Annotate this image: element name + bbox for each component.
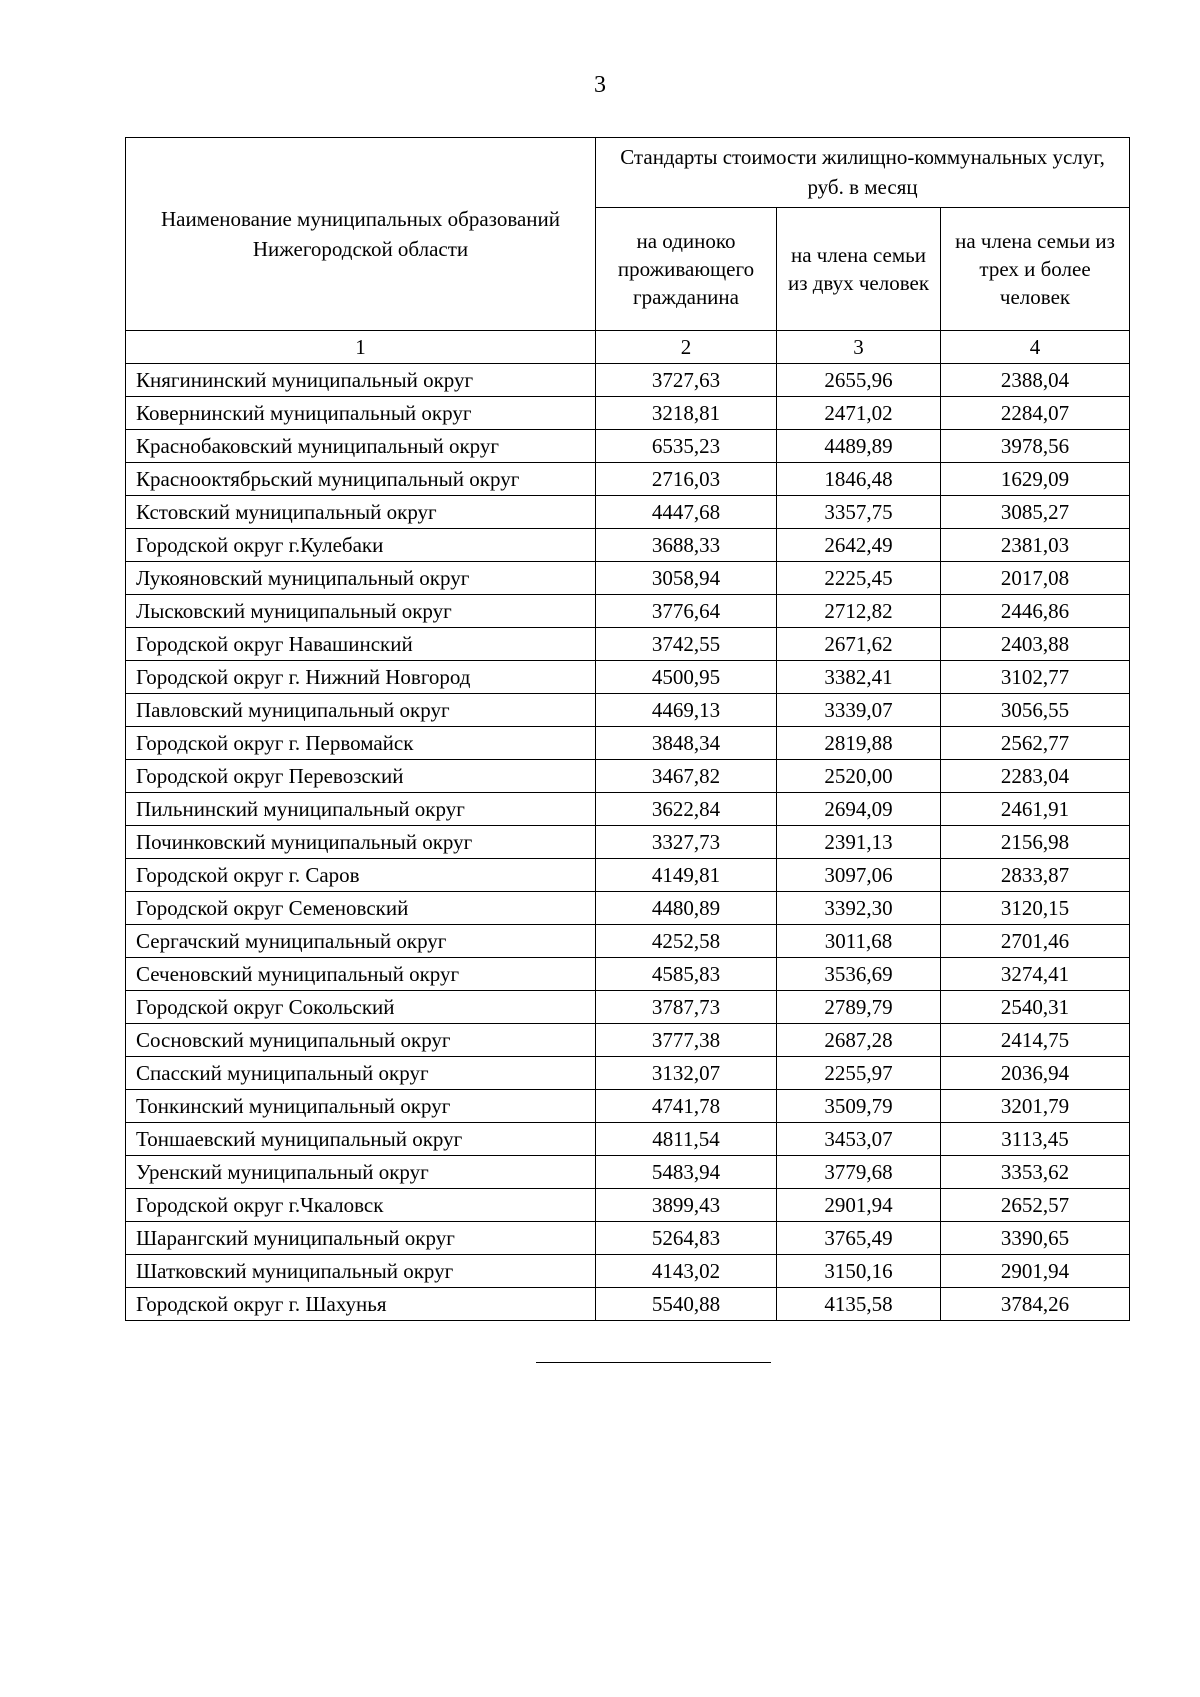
two-person-cost-cell: 2687,28: [777, 1024, 941, 1057]
table-row: [126, 826, 1130, 859]
municipality-name-cell: Городской округ г. Первомайск: [126, 727, 596, 760]
three-plus-cost-cell: 2017,08: [941, 562, 1130, 595]
two-person-cost-cell: 3392,30: [777, 892, 941, 925]
municipality-name-cell: Сергачский муниципальный округ: [126, 925, 596, 958]
three-plus-cost-cell: 1629,09: [941, 463, 1130, 496]
single-resident-cost-cell: 4469,13: [596, 694, 777, 727]
single-resident-cost-cell: 3218,81: [596, 397, 777, 430]
table-row: [126, 562, 1130, 595]
two-person-cost-cell: 2712,82: [777, 595, 941, 628]
single-resident-cost-cell: 3776,64: [596, 595, 777, 628]
single-resident-cost-cell: 2716,03: [596, 463, 777, 496]
table-row: [126, 1057, 1130, 1090]
single-resident-cost-cell: 5264,83: [596, 1222, 777, 1255]
table-row: [126, 661, 1130, 694]
three-plus-cost-cell: 2381,03: [941, 529, 1130, 562]
single-resident-cost-cell: 3727,63: [596, 364, 777, 397]
table-row: [126, 1024, 1130, 1057]
three-plus-cost-cell: 2156,98: [941, 826, 1130, 859]
table-row: [126, 364, 1130, 397]
table-row: [126, 595, 1130, 628]
table-row: [126, 925, 1130, 958]
column-number: 1: [126, 331, 596, 364]
two-person-cost-cell: 2789,79: [777, 991, 941, 1024]
three-plus-cost-cell: 3784,26: [941, 1288, 1130, 1321]
three-plus-cost-cell: 2036,94: [941, 1057, 1130, 1090]
municipality-name-cell: Городской округ г.Кулебаки: [126, 529, 596, 562]
two-person-cost-cell: 3382,41: [777, 661, 941, 694]
table-row: [126, 1090, 1130, 1123]
municipality-name-cell: Шарангский муниципальный округ: [126, 1222, 596, 1255]
three-plus-cost-cell: 2284,07: [941, 397, 1130, 430]
three-plus-cost-cell: 2701,46: [941, 925, 1130, 958]
table-row: [126, 1189, 1130, 1222]
two-person-cost-cell: 3357,75: [777, 496, 941, 529]
municipality-name-cell: Городской округ Семеновский: [126, 892, 596, 925]
three-plus-cost-cell: 3120,15: [941, 892, 1130, 925]
two-person-cost-cell: 4135,58: [777, 1288, 941, 1321]
municipality-name-cell: Уренский муниципальный округ: [126, 1156, 596, 1189]
single-resident-cost-cell: 5483,94: [596, 1156, 777, 1189]
two-person-cost-cell: 3011,68: [777, 925, 941, 958]
three-plus-cost-cell: 3056,55: [941, 694, 1130, 727]
three-plus-cost-cell: 2901,94: [941, 1255, 1130, 1288]
table-row: [126, 1288, 1130, 1321]
municipality-name-cell: Городской округ г. Нижний Новгород: [126, 661, 596, 694]
housing-cost-standards-table: [125, 137, 1130, 1321]
municipality-name-cell: Городской округ г.Чкаловск: [126, 1189, 596, 1222]
two-person-cost-cell: 2901,94: [777, 1189, 941, 1222]
three-plus-cost-cell: 3085,27: [941, 496, 1130, 529]
municipality-name-cell: Лысковский муниципальный округ: [126, 595, 596, 628]
single-resident-cost-cell: 4143,02: [596, 1255, 777, 1288]
header-municipality-name: Наименование муниципальных образований Нижегородской области: [126, 138, 596, 331]
two-person-cost-cell: 2642,49: [777, 529, 941, 562]
two-person-cost-cell: 3536,69: [777, 958, 941, 991]
single-resident-cost-cell: 4811,54: [596, 1123, 777, 1156]
municipality-name-cell: Лукояновский муниципальный округ: [126, 562, 596, 595]
three-plus-cost-cell: 2540,31: [941, 991, 1130, 1024]
table-row: [126, 859, 1130, 892]
end-of-document-divider: [536, 1362, 771, 1363]
three-plus-cost-cell: 2652,57: [941, 1189, 1130, 1222]
single-resident-cost-cell: 3848,34: [596, 727, 777, 760]
single-resident-cost-cell: 4447,68: [596, 496, 777, 529]
single-resident-cost-cell: 3742,55: [596, 628, 777, 661]
header-two-person-family: на члена семьи из двух человек: [777, 207, 941, 330]
municipality-name-cell: Краснобаковский муниципальный округ: [126, 430, 596, 463]
municipality-name-cell: Ковернинский муниципальный округ: [126, 397, 596, 430]
single-resident-cost-cell: 4585,83: [596, 958, 777, 991]
single-resident-cost-cell: 4480,89: [596, 892, 777, 925]
two-person-cost-cell: 2520,00: [777, 760, 941, 793]
two-person-cost-cell: 3765,49: [777, 1222, 941, 1255]
table-row: [126, 463, 1130, 496]
two-person-cost-cell: 3150,16: [777, 1255, 941, 1288]
table-row: [126, 628, 1130, 661]
two-person-cost-cell: 2655,96: [777, 364, 941, 397]
two-person-cost-cell: 3779,68: [777, 1156, 941, 1189]
single-resident-cost-cell: 3058,94: [596, 562, 777, 595]
table-row: [126, 793, 1130, 826]
three-plus-cost-cell: 2446,86: [941, 595, 1130, 628]
two-person-cost-cell: 2819,88: [777, 727, 941, 760]
two-person-cost-cell: 3509,79: [777, 1090, 941, 1123]
municipality-name-cell: Городской округ Сокольский: [126, 991, 596, 1024]
three-plus-cost-cell: 2283,04: [941, 760, 1130, 793]
municipality-name-cell: Кстовский муниципальный округ: [126, 496, 596, 529]
single-resident-cost-cell: 3132,07: [596, 1057, 777, 1090]
header-cost-standards-group: Стандарты стоимости жилищно-коммунальных услуг, руб. в месяц: [596, 138, 1130, 208]
table-row: [126, 694, 1130, 727]
municipality-name-cell: Сосновский муниципальный округ: [126, 1024, 596, 1057]
table-row: [126, 1123, 1130, 1156]
column-number-row: [126, 331, 1130, 364]
single-resident-cost-cell: 3467,82: [596, 760, 777, 793]
single-resident-cost-cell: 3787,73: [596, 991, 777, 1024]
table-row: [126, 529, 1130, 562]
three-plus-cost-cell: 3274,41: [941, 958, 1130, 991]
single-resident-cost-cell: 3327,73: [596, 826, 777, 859]
table-row: [126, 760, 1130, 793]
single-resident-cost-cell: 3777,38: [596, 1024, 777, 1057]
municipality-name-cell: Городской округ Перевозский: [126, 760, 596, 793]
table-row: [126, 1156, 1130, 1189]
table-row: [126, 892, 1130, 925]
three-plus-cost-cell: 2403,88: [941, 628, 1130, 661]
three-plus-cost-cell: 3978,56: [941, 430, 1130, 463]
two-person-cost-cell: 2671,62: [777, 628, 941, 661]
single-resident-cost-cell: 4500,95: [596, 661, 777, 694]
two-person-cost-cell: 3453,07: [777, 1123, 941, 1156]
municipality-name-cell: Тонкинский муниципальный округ: [126, 1090, 596, 1123]
municipality-name-cell: Городской округ Навашинский: [126, 628, 596, 661]
municipality-name-cell: Городской округ г. Саров: [126, 859, 596, 892]
table-row: [126, 397, 1130, 430]
table-row: [126, 958, 1130, 991]
table-body: [126, 364, 1130, 1321]
two-person-cost-cell: 1846,48: [777, 463, 941, 496]
two-person-cost-cell: 2471,02: [777, 397, 941, 430]
column-number: 3: [777, 331, 941, 364]
column-number: 2: [596, 331, 777, 364]
three-plus-cost-cell: 3201,79: [941, 1090, 1130, 1123]
table-row: [126, 430, 1130, 463]
table-row: [126, 496, 1130, 529]
three-plus-cost-cell: 2562,77: [941, 727, 1130, 760]
header-single-resident: на одиноко проживающего гражданина: [596, 207, 777, 330]
municipality-name-cell: Спасский муниципальный округ: [126, 1057, 596, 1090]
single-resident-cost-cell: 4741,78: [596, 1090, 777, 1123]
table-row: [126, 991, 1130, 1024]
single-resident-cost-cell: 4149,81: [596, 859, 777, 892]
table-row: [126, 1255, 1130, 1288]
table-row: [126, 1222, 1130, 1255]
single-resident-cost-cell: 3622,84: [596, 793, 777, 826]
three-plus-cost-cell: 2388,04: [941, 364, 1130, 397]
header-three-plus-family: на члена семьи из трех и более человек: [941, 207, 1130, 330]
municipality-name-cell: Городской округ г. Шахунья: [126, 1288, 596, 1321]
three-plus-cost-cell: 3113,45: [941, 1123, 1130, 1156]
two-person-cost-cell: 3097,06: [777, 859, 941, 892]
two-person-cost-cell: 3339,07: [777, 694, 941, 727]
municipality-name-cell: Пильнинский муниципальный округ: [126, 793, 596, 826]
three-plus-cost-cell: 2461,91: [941, 793, 1130, 826]
single-resident-cost-cell: 3899,43: [596, 1189, 777, 1222]
two-person-cost-cell: 2255,97: [777, 1057, 941, 1090]
single-resident-cost-cell: 5540,88: [596, 1288, 777, 1321]
municipality-name-cell: Краснооктябрьский муниципальный округ: [126, 463, 596, 496]
single-resident-cost-cell: 6535,23: [596, 430, 777, 463]
two-person-cost-cell: 4489,89: [777, 430, 941, 463]
three-plus-cost-cell: 2833,87: [941, 859, 1130, 892]
three-plus-cost-cell: 3390,65: [941, 1222, 1130, 1255]
two-person-cost-cell: 2391,13: [777, 826, 941, 859]
two-person-cost-cell: 2225,45: [777, 562, 941, 595]
column-number: 4: [941, 331, 1130, 364]
municipality-name-cell: Княгининский муниципальный округ: [126, 364, 596, 397]
single-resident-cost-cell: 4252,58: [596, 925, 777, 958]
three-plus-cost-cell: 3353,62: [941, 1156, 1130, 1189]
table-row: [126, 727, 1130, 760]
single-resident-cost-cell: 3688,33: [596, 529, 777, 562]
municipality-name-cell: Тоншаевский муниципальный округ: [126, 1123, 596, 1156]
municipality-name-cell: Починковский муниципальный округ: [126, 826, 596, 859]
municipality-name-cell: Сеченовский муниципальный округ: [126, 958, 596, 991]
three-plus-cost-cell: 3102,77: [941, 661, 1130, 694]
two-person-cost-cell: 2694,09: [777, 793, 941, 826]
municipality-name-cell: Шатковский муниципальный округ: [126, 1255, 596, 1288]
three-plus-cost-cell: 2414,75: [941, 1024, 1130, 1057]
municipality-name-cell: Павловский муниципальный округ: [126, 694, 596, 727]
page-number: 3: [594, 72, 606, 98]
